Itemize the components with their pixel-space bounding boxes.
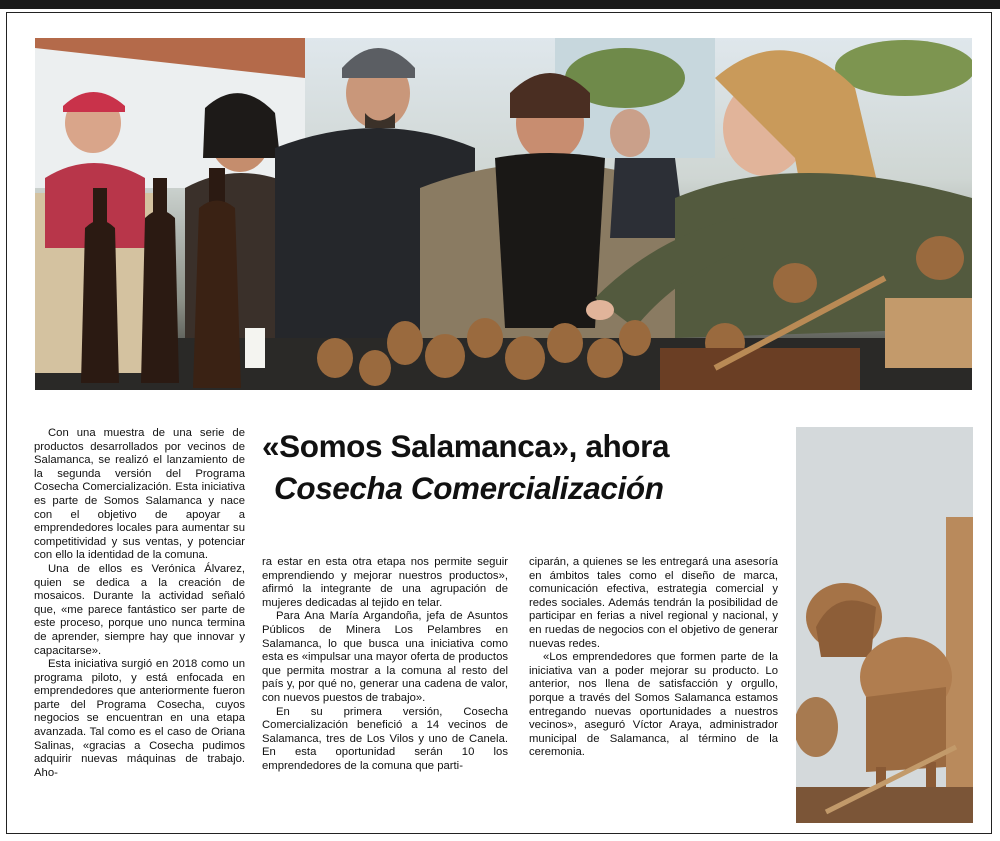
- article-column-1: [34, 427, 245, 780]
- article-paragraph: Para Ana María Argandoña, jefa de Asuntos Públicos de Minera Los Pelambres en Salamanca, lo que busca una iniciativa como esta es «impulsar una mayor oferta de productos que permita mostrar a la comuna al resto del país y, por qué no, generar una cadena de valor, con nuevos puestos de trabajo».: [262, 610, 508, 704]
- article-paragraph: «Los emprendedores que formen parte de la iniciativa van a poder mejorar su producto. Lo anterior, nos llena de satisfacción y orgullo, porque a través del Somos Salamanca estamos entregando nuevas oportunidades a nuestros vecinos», aseguró Víctor Araya, administrador municipal de Salamanca, al término de la ceremonia.: [529, 651, 778, 759]
- article-paragraph: ciparán, a quienes se les entregará una asesoría en ámbitos tales como el diseño de marca, comunicación efectiva, estrategia comercial y redes sociales. Además tendrán la posibilidad de participar en ferias a nivel regional y nacional, y en ruedas de negocios con el objetivo de generar nuevas redes.: [529, 556, 778, 650]
- article-paragraph: Una de ellos es Verónica Álvarez, quien se dedica a la creación de mosaicos. Durante la actividad señaló que, «me parece fantástico ser parte de este proceso, porque uno nunca termina de aprender, siempre hay que innovar y capacitarse».: [34, 562, 245, 657]
- side-photo: [796, 427, 973, 823]
- article-paragraph: Esta iniciativa surgió en 2018 como un programa piloto, y está enfocada en emprendedores que anteriormente fueron parte del Programa Cosecha, cuyos negocios se encuentran en una etapa avanzada. Tal como es el caso de Oriana Salinas, «gracias a Cosecha pudimos adquirir nuevas máquinas de trabajo. Aho-: [34, 658, 245, 779]
- top-rule: [0, 0, 1000, 9]
- article-paragraph: En su primera versión, Cosecha Comercialización benefició a 14 vecinos de Salamanca, tres de Los Vilos y uno de Canela. En esta oportunidad serán 10 los emprendedores de la comuna que parti-: [262, 705, 508, 772]
- headline-line-1: «Somos Salamanca», ahora: [262, 428, 670, 464]
- headline: [262, 426, 782, 510]
- article-column-3: [529, 556, 778, 760]
- article-paragraph: Con una muestra de una serie de productos desarrollados por vecinos de Salamanca, se realizó el lanzamiento de la segunda versión del Programa Cosecha Comercialización. Esta iniciativa es parte de Somos Salamanca y nace con el objetivo de apoyar a emprendedores locales para aumentar su competitividad y sus ventas, y potenciar con ello la identidad de la comuna.: [34, 427, 245, 562]
- article-column-2: [262, 556, 508, 774]
- article-paragraph: ra estar en esta otra etapa nos permite seguir emprendiendo y mejorar nuestros productos», afirmó la integrante de una agrupación de mujeres dedicadas al tejido en telar.: [262, 556, 508, 609]
- headline-line-2: Cosecha Comercialización: [274, 470, 664, 506]
- top-photo: [35, 38, 972, 390]
